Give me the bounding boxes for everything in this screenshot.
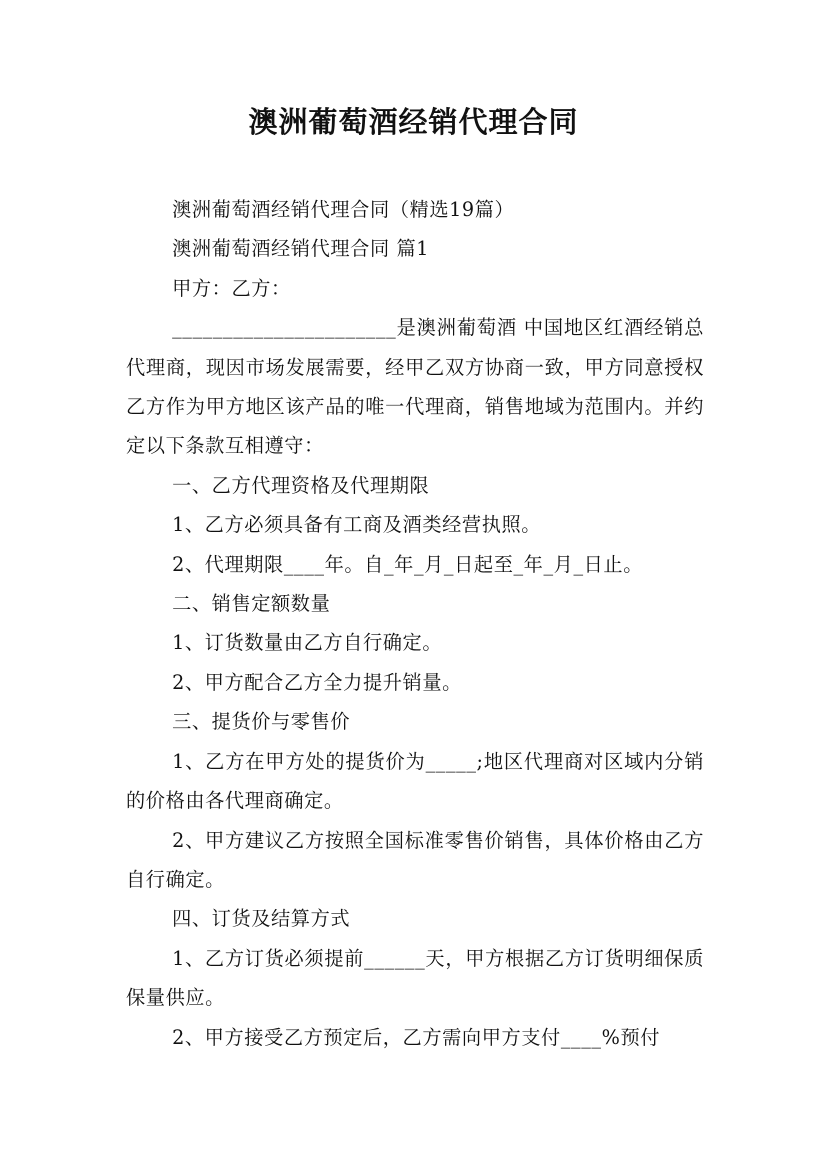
paragraph-section-heading: 澳洲葡萄酒经销代理合同 篇1 (172, 237, 430, 261)
paragraph-clause-3-1: 1、乙方在甲方处的提货价为_____;地区代理商对区域内分销的价格由各代理商确定。 (126, 749, 704, 813)
paragraph-preamble: ______________________是澳洲葡萄酒 中国地区红酒经销总代理商，现因市场发展需要，经甲乙双方协商一致，甲方同意授权乙方作为甲方地区该产品的唯一代理商，销售地域为范围内。并约定以下条款互相遵守： (126, 316, 704, 458)
paragraph-clause-1-1: 1、乙方必须具备有工商及酒类经营执照。 (172, 513, 542, 537)
paragraph-clause-1-2: 2、代理期限____年。自_年_月_日起至_年_月_日止。 (172, 552, 643, 576)
paragraph-clause-heading-4: 四、订货及结算方式 (172, 907, 351, 931)
document-title: 澳洲葡萄酒经销代理合同 (248, 105, 579, 139)
paragraph-subtitle: 澳洲葡萄酒经销代理合同（精选19篇） (172, 198, 515, 221)
paragraph-clause-heading-1: 一、乙方代理资格及代理期限 (172, 473, 430, 497)
paragraph-clause-2-2: 2、甲方配合乙方全力提升销量。 (172, 670, 462, 694)
document-body (126, 190, 704, 1057)
paragraph-clause-heading-2: 二、销售定额数量 (172, 592, 331, 616)
paragraph-clause-3-2: 2、甲方建议乙方按照全国标准零售价销售，具体价格由乙方自行确定。 (126, 828, 704, 891)
paragraph-clause-4-1: 1、乙方订货必须提前______天，甲方根据乙方订货明细保质保量供应。 (126, 946, 704, 1010)
paragraph-clause-4-2: 2、甲方接受乙方预定后，乙方需向甲方支付____%预付 (172, 1025, 661, 1049)
paragraph-clause-2-1: 1、订货数量由乙方自行确定。 (172, 631, 443, 655)
paragraph-clause-heading-3: 三、提货价与零售价 (172, 710, 351, 734)
paragraph-parties: 甲方：乙方： (172, 276, 291, 300)
